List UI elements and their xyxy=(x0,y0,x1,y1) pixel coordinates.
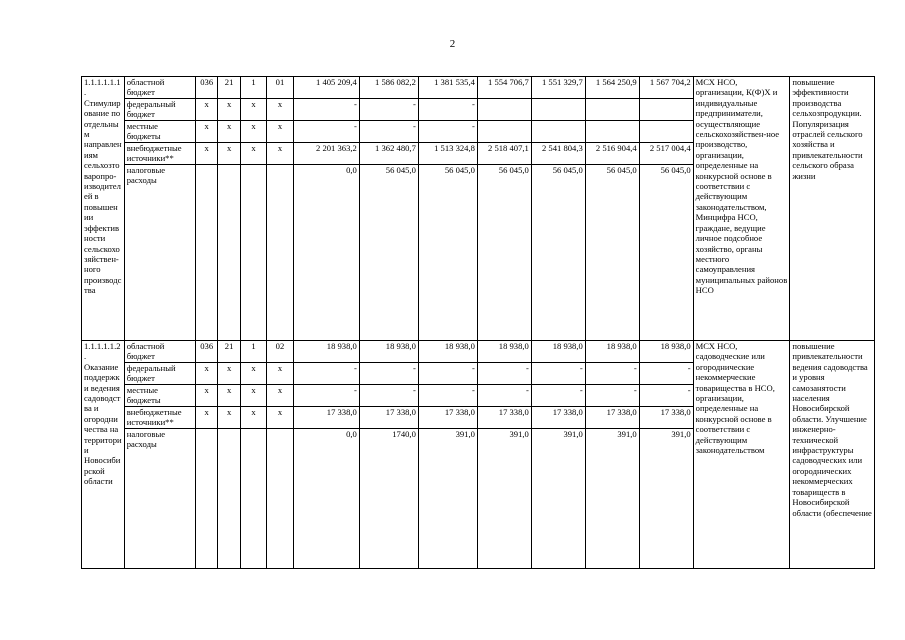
amount-cell xyxy=(531,99,585,121)
amount-cell: - xyxy=(585,385,639,407)
amount-cell xyxy=(639,121,693,143)
amount-cell: - xyxy=(585,363,639,385)
code-cell: х xyxy=(267,99,293,121)
amount-cell: 2 541 804,3 xyxy=(531,143,585,165)
amount-cell: 2 517 004,4 xyxy=(639,143,693,165)
amount-cell: 391,0 xyxy=(531,429,585,569)
amount-cell: - xyxy=(293,385,359,407)
code-cell: х xyxy=(240,99,266,121)
funding-source-cell: местные бюджеты xyxy=(124,121,195,143)
amount-cell: 17 338,0 xyxy=(418,407,477,429)
code-cell: 1 xyxy=(240,77,266,99)
code-cell xyxy=(218,429,240,569)
amount-cell xyxy=(639,99,693,121)
amount-cell: 1 586 082,2 xyxy=(359,77,418,99)
amount-cell: - xyxy=(477,385,531,407)
amount-cell: 1 362 480,7 xyxy=(359,143,418,165)
measure-name-cell: 1.1.1.1.1.2. Оказание поддержки ведения садоводства и огородничества на территории Новосибирской области xyxy=(82,341,125,569)
code-cell: х xyxy=(196,143,218,165)
amount-cell: - xyxy=(293,363,359,385)
amount-cell xyxy=(477,121,531,143)
amount-cell: 18 938,0 xyxy=(418,341,477,363)
table-row xyxy=(82,341,875,363)
code-cell xyxy=(267,165,293,341)
amount-cell: - xyxy=(359,99,418,121)
code-cell: х xyxy=(218,121,240,143)
code-cell: 036 xyxy=(196,341,218,363)
funding-source-cell: налоговые расходы xyxy=(124,429,195,569)
amount-cell: 18 938,0 xyxy=(477,341,531,363)
code-cell: х xyxy=(240,385,266,407)
amount-cell: 1 554 706,7 xyxy=(477,77,531,99)
funding-source-cell: федеральный бюджет xyxy=(124,363,195,385)
amount-cell xyxy=(585,121,639,143)
code-cell: х xyxy=(196,385,218,407)
page-number: 2 xyxy=(449,38,456,50)
code-cell: 1 xyxy=(240,341,266,363)
code-cell xyxy=(196,429,218,569)
amount-cell: 391,0 xyxy=(477,429,531,569)
executors-cell: МСХ НСО, организации, К(Ф)Х и индивидуальные предприниматели, осуществляющие сельскохозяйствен-ное производство, организации, определенные на конкурсной основе в соответствии с действующим законодательством, Минцифра НСО, граждане, ведущие личное подсобное хозяйство, органы местного самоуправления муниципальных районов НСО xyxy=(693,77,790,341)
code-cell: х xyxy=(196,407,218,429)
amount-cell: 1740,0 xyxy=(359,429,418,569)
amount-cell: 18 938,0 xyxy=(359,341,418,363)
amount-cell xyxy=(531,121,585,143)
code-cell: 01 xyxy=(267,77,293,99)
expected-result-cell: повышение эффективности производства сельхозпродукции. Популяризация отраслей сельского хозяйства и привлекательности сельского образа жизни xyxy=(790,77,875,341)
amount-cell: - xyxy=(418,121,477,143)
code-cell: х xyxy=(196,121,218,143)
amount-cell: - xyxy=(418,385,477,407)
amount-cell: 391,0 xyxy=(585,429,639,569)
amount-cell: 1 405 209,4 xyxy=(293,77,359,99)
amount-cell: - xyxy=(531,363,585,385)
amount-cell: 17 338,0 xyxy=(639,407,693,429)
amount-cell: 391,0 xyxy=(418,429,477,569)
amount-cell: - xyxy=(639,363,693,385)
code-cell: х xyxy=(196,99,218,121)
funding-source-cell: областной бюджет xyxy=(124,341,195,363)
code-cell: х xyxy=(218,99,240,121)
amount-cell: 17 338,0 xyxy=(531,407,585,429)
amount-cell: - xyxy=(293,121,359,143)
amount-cell: 17 338,0 xyxy=(293,407,359,429)
amount-cell: 17 338,0 xyxy=(477,407,531,429)
amount-cell: 56 045,0 xyxy=(418,165,477,341)
amount-cell xyxy=(477,99,531,121)
funding-source-cell: местные бюджеты xyxy=(124,385,195,407)
amount-cell: - xyxy=(293,99,359,121)
funding-source-cell: налоговые расходы xyxy=(124,165,195,341)
code-cell: х xyxy=(240,121,266,143)
amount-cell: - xyxy=(418,363,477,385)
code-cell: 036 xyxy=(196,77,218,99)
amount-cell: 1 567 704,2 xyxy=(639,77,693,99)
code-cell: х xyxy=(267,407,293,429)
code-cell: х xyxy=(267,121,293,143)
amount-cell: 56 045,0 xyxy=(531,165,585,341)
funding-source-cell: внебюджетные источники** xyxy=(124,143,195,165)
amount-cell: 391,0 xyxy=(639,429,693,569)
code-cell xyxy=(240,165,266,341)
amount-cell: 1 551 329,7 xyxy=(531,77,585,99)
amount-cell: 56 045,0 xyxy=(359,165,418,341)
amount-cell: - xyxy=(359,363,418,385)
amount-cell: 0,0 xyxy=(293,429,359,569)
measure-name-cell: 1.1.1.1.1.1. Стимулирование по отдельным направлениям сельхозтоваропро-изводителей в повышении эффективности сельскохозяйствен-ного производства xyxy=(82,77,125,341)
amount-cell: 18 938,0 xyxy=(293,341,359,363)
code-cell: х xyxy=(267,385,293,407)
amount-cell: 18 938,0 xyxy=(531,341,585,363)
amount-cell: 1 381 535,4 xyxy=(418,77,477,99)
funding-source-cell: федеральный бюджет xyxy=(124,99,195,121)
code-cell: х xyxy=(196,363,218,385)
amount-cell: 1 564 250,9 xyxy=(585,77,639,99)
code-cell: х xyxy=(240,143,266,165)
code-cell xyxy=(218,165,240,341)
code-cell: х xyxy=(218,143,240,165)
amount-cell: 17 338,0 xyxy=(585,407,639,429)
amount-cell: 18 938,0 xyxy=(639,341,693,363)
expected-result-cell: повышение привлекательности ведения садоводства и уровня самозанятости населения Новосибирской области. Улучшение инженерно-технической инфраструктуры садоводческих или огороднических некоммерческих товариществ в Новосибирской области (обеспечение xyxy=(790,341,875,569)
code-cell: х xyxy=(267,143,293,165)
funding-source-cell: внебюджетные источники** xyxy=(124,407,195,429)
amount-cell: - xyxy=(477,363,531,385)
amount-cell: 56 045,0 xyxy=(639,165,693,341)
amount-cell: 0,0 xyxy=(293,165,359,341)
code-cell: х xyxy=(218,385,240,407)
amount-cell: 2 518 407,1 xyxy=(477,143,531,165)
amount-cell: 17 338,0 xyxy=(359,407,418,429)
code-cell: х xyxy=(240,407,266,429)
code-cell xyxy=(267,429,293,569)
amount-cell: 56 045,0 xyxy=(585,165,639,341)
amount-cell: - xyxy=(359,385,418,407)
funding-source-cell: областной бюджет xyxy=(124,77,195,99)
code-cell xyxy=(196,165,218,341)
program-table xyxy=(81,76,875,569)
amount-cell: - xyxy=(359,121,418,143)
amount-cell xyxy=(585,99,639,121)
amount-cell: - xyxy=(531,385,585,407)
code-cell: 02 xyxy=(267,341,293,363)
amount-cell: 1 513 324,8 xyxy=(418,143,477,165)
amount-cell: 2 516 904,4 xyxy=(585,143,639,165)
amount-cell: - xyxy=(418,99,477,121)
code-cell: х xyxy=(218,363,240,385)
amount-cell: 56 045,0 xyxy=(477,165,531,341)
code-cell: х xyxy=(240,363,266,385)
amount-cell: 2 201 363,2 xyxy=(293,143,359,165)
table-row xyxy=(82,77,875,99)
code-cell xyxy=(240,429,266,569)
code-cell: 21 xyxy=(218,77,240,99)
amount-cell: - xyxy=(639,385,693,407)
executors-cell: МСХ НСО, садоводческие или огороднические некоммерческие товарищества в НСО, организации, определенные на конкурсной основе в соответствии с действующим законодательством xyxy=(693,341,790,569)
amount-cell: 18 938,0 xyxy=(585,341,639,363)
code-cell: х xyxy=(267,363,293,385)
code-cell: 21 xyxy=(218,341,240,363)
code-cell: х xyxy=(218,407,240,429)
